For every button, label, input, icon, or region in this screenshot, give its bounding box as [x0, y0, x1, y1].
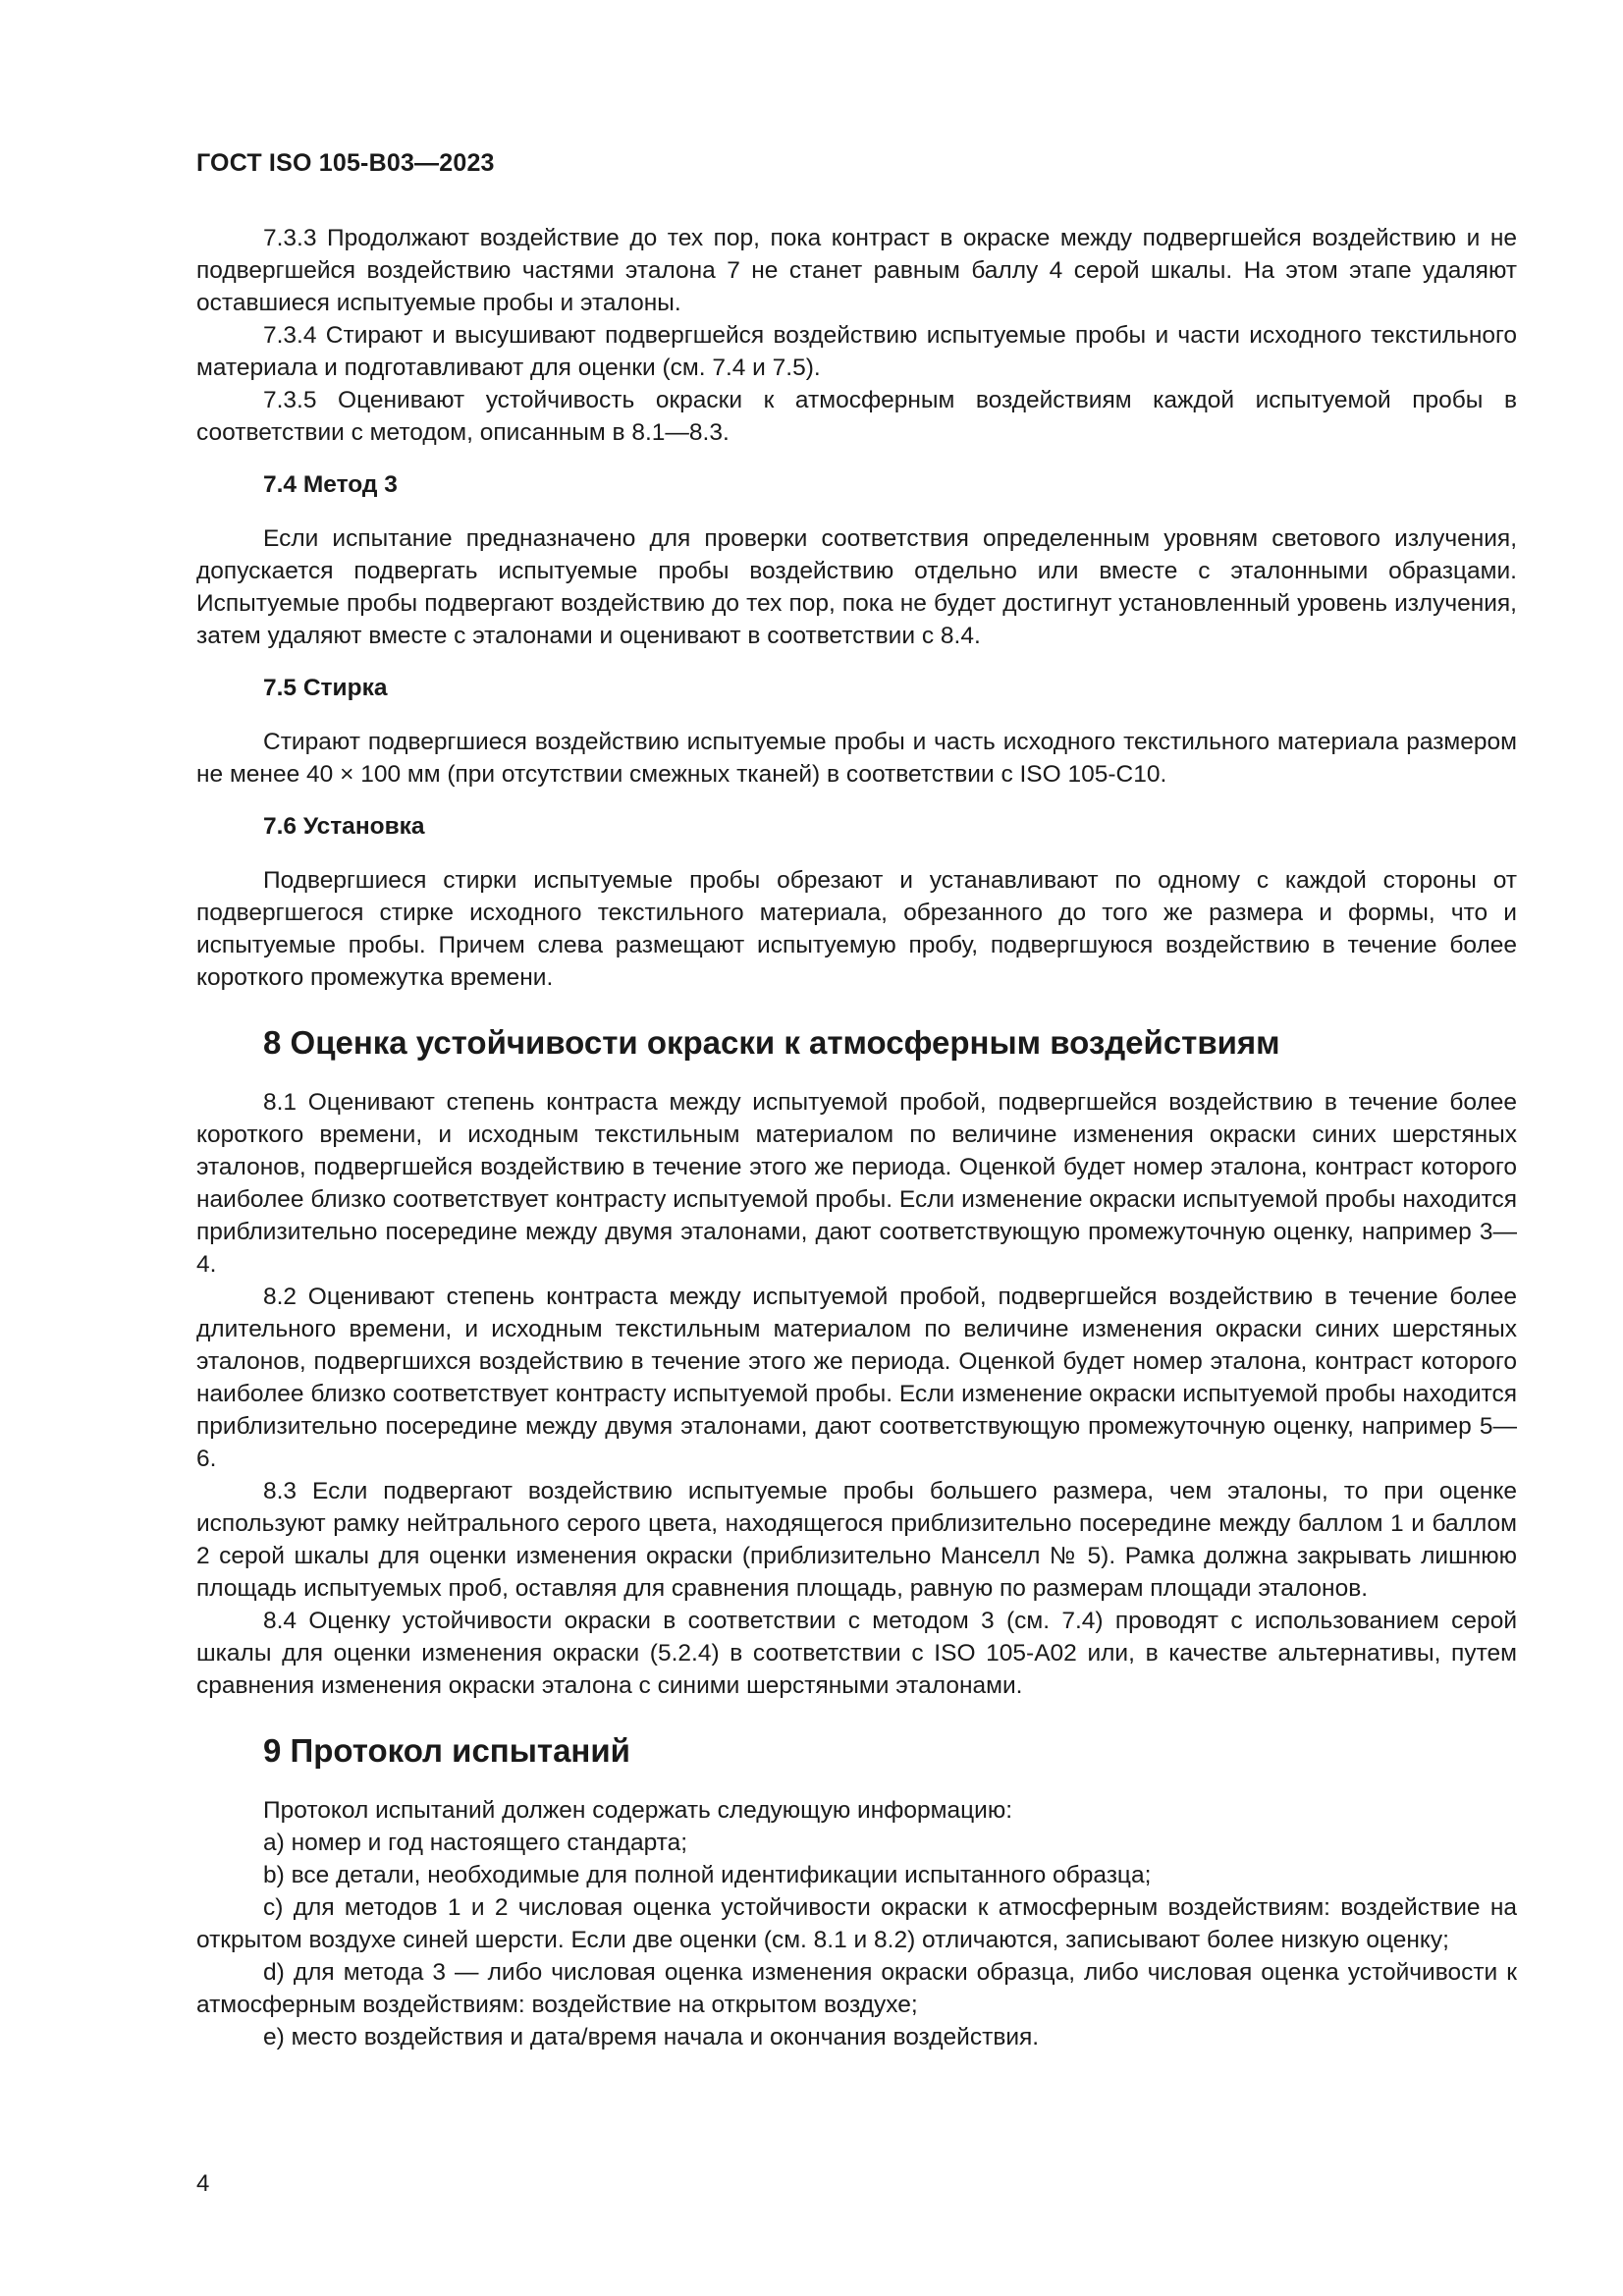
- paragraph-8-4: 8.4 Оценку устойчивости окраски в соответствии с методом 3 (см. 7.4) проводят с использованием серой шкалы для оценки изменения окраски (5.2.4) в соответствии с ISO 105-A02 или, в качестве альтернативы, путем сравнения изменения окраски эталона с синими шерстяными эталонами.: [196, 1608, 1517, 1699]
- list-item: a) номер и год настоящего стандарта;: [263, 1830, 688, 1856]
- page-number: 4: [196, 2170, 210, 2197]
- paragraph-7-3-3: 7.3.3 Продолжают воздействие до тех пор, пока контраст в окраске между подвергшейся воздействию и не подвергшейся воздействию частями эталона 7 не станет равным баллу 4 серой шкалы. На этом этапе удаляют оставшиеся испытуемые пробы и эталоны.: [196, 225, 1517, 316]
- paragraph-9-intro: Протокол испытаний должен содержать следующую информацию:: [263, 1797, 1013, 1824]
- paragraph-7-5: Стирают подвергшиеся воздействию испытуемые пробы и часть исходного текстильного материала размером не менее 40 × 100 мм (при отсутствии смежных тканей) в соответствии с ISO 105-C10.: [196, 729, 1517, 788]
- page-body: [196, 222, 1517, 2053]
- list-item: d) для метода 3 — либо числовая оценка изменения окраски образца, либо числовая оценка устойчивости к атмосферным воздействиям: воздействие на открытом воздухе;: [196, 1959, 1517, 2018]
- list-item: b) все детали, необходимые для полной идентификации испытанного образца;: [263, 1862, 1152, 1888]
- heading-section-9: 9 Протокол испытаний: [263, 1732, 630, 1769]
- paragraph-8-2: 8.2 Оценивают степень контраста между испытуемой пробой, подвергшейся воздействию в течение более длительного времени, и исходным текстильным материалом по величине изменения окраски синих шерстяных эталонов, подвергшихся воздействию в течение этого же периода. Оценкой будет номер эталона, контраст которого наиболее близко соответствует контрасту испытуемой пробы. Если изменение окраски испытуемой пробы находится приблизительно посередине между двумя эталонами, дают соответствующую промежуточную оценку, например 5—6.: [196, 1284, 1517, 1472]
- heading-7-6: 7.6 Установка: [263, 813, 425, 840]
- list-item: c) для методов 1 и 2 числовая оценка устойчивости окраски к атмосферным воздействиям: воздействие на открытом воздухе синей шерсти. Если две оценки (см. 8.1 и 8.2) отличаются, записывают более низкую оценку;: [196, 1894, 1517, 1953]
- standard-header: ГОСТ ISO 105-B03—2023: [196, 149, 495, 177]
- paragraph-8-1: 8.1 Оценивают степень контраста между испытуемой пробой, подвергшейся воздействию в течение более короткого времени, и исходным текстильным материалом по величине изменения окраски синих шерстяных эталонов, подвергшейся воздействию в течение этого же периода. Оценкой будет номер эталона, контраст которого наиболее близко соответствует контрасту испытуемой пробы. Если изменение окраски испытуемой пробы находится приблизительно посередине между двумя эталонами, дают соответствующую промежуточную оценку, например 3—4.: [196, 1089, 1517, 1278]
- heading-7-4: 7.4 Метод 3: [263, 471, 398, 498]
- paragraph-7-6: Подвергшиеся стирки испытуемые пробы обрезают и устанавливают по одному с каждой стороны от подвергшегося стирке исходного текстильного материала, обрезанного до того же размера и формы, что и испытуемые пробы. Причем слева размещают испытуемую пробу, подвергшуюся воздействию в течение более короткого промежутка времени.: [196, 867, 1517, 991]
- heading-7-5: 7.5 Стирка: [263, 675, 388, 701]
- list-item: e) место воздействия и дата/время начала и окончания воздействия.: [263, 2024, 1040, 2050]
- heading-section-8: 8 Оценка устойчивости окраски к атмосферным воздействиям: [263, 1024, 1280, 1061]
- paragraph-7-3-4: 7.3.4 Стирают и высушивают подвергшейся воздействию испытуемые пробы и части исходного текстильного материала и подготавливают для оценки (см. 7.4 и 7.5).: [196, 322, 1517, 381]
- paragraph-7-4: Если испытание предназначено для проверки соответствия определенным уровням светового излучения, допускается подвергать испытуемые пробы воздействию отдельно или вместе с эталонными образцами. Испытуемые пробы подвергают воздействию до тех пор, пока не будет достигнут установленный уровень излучения, затем удаляют вместе с эталонами и оценивают в соответствии с 8.4.: [196, 525, 1517, 649]
- paragraph-8-3: 8.3 Если подвергают воздействию испытуемые пробы большего размера, чем эталоны, то при оценке используют рамку нейтрального серого цвета, находящегося приблизительно посередине между баллом 1 и баллом 2 серой шкалы для оценки изменения окраски (приблизительно Манселл № 5). Рамка должна закрывать лишнюю площадь испытуемых проб, оставляя для сравнения площадь, равную по размерам площади эталонов.: [196, 1478, 1517, 1602]
- paragraph-7-3-5: 7.3.5 Оценивают устойчивость окраски к атмосферным воздействиям каждой испытуемой пробы в соответствии с методом, описанным в 8.1—8.3.: [196, 387, 1517, 446]
